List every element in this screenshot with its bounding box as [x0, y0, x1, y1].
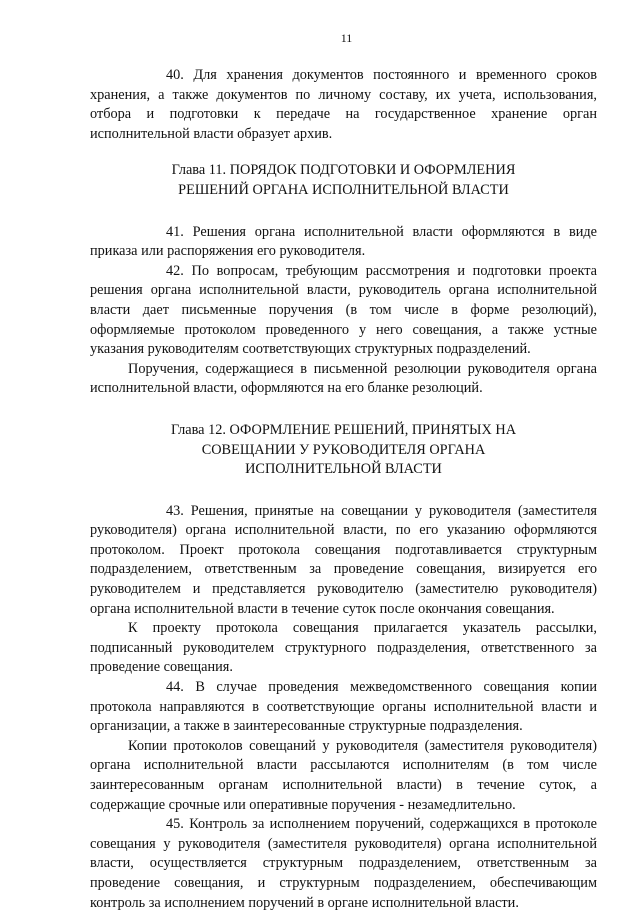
paragraph-text: К проекту протокола совещания прилагается указатель рассылки, подписанный руководителем структурного подразделения, ответственного за проведение совещания. [90, 620, 597, 676]
page-number: 11 [340, 31, 353, 45]
paragraph-43 [90, 502, 597, 620]
paragraph-43-continued [90, 619, 597, 678]
paragraph-40 [90, 66, 597, 144]
paragraph-41 [90, 223, 597, 262]
paragraph-number: 45. [166, 816, 184, 833]
paragraph-text: Решения органа исполнительной власти оформляются в виде приказа или распоряжения его руководителя. [90, 223, 597, 260]
paragraph-text: В случае проведения межведомственного совещания копии протокола направляются в соответствующие органы исполнительной власти и организации, а также в заинтересованные структурные подразделения. [90, 679, 597, 735]
paragraph-45 [90, 815, 597, 913]
document-page [90, 30, 597, 913]
paragraph-42-continued [90, 360, 597, 399]
paragraph-number: 41. [166, 223, 184, 240]
chapter-11-heading [90, 161, 597, 200]
chapter-heading-line: СОВЕЩАНИИ У РУКОВОДИТЕЛЯ ОРГАНА [201, 441, 486, 458]
paragraph-44-continued [90, 737, 597, 815]
paragraph-text: По вопросам, требующим рассмотрения и подготовки проекта решения органа исполнительной власти, руководитель органа исполнительной власти дает письменные поручения (в том числе в форме резолюций), оформляемые протоколом проведенного у него совещания, а также устные указания руководителям соответствующих структурных подразделений. [90, 262, 597, 358]
chapter-12-heading [90, 421, 597, 480]
paragraph-text: Решения, принятые на совещании у руководителя (заместителя руководителя) органа исполнительной власти, по его указанию оформляются протоколом. Проект протокола совещания подготавливается структурным подразделением, ответственным за проведение совещания, визируется его руководителем и представляется руководителю (заместителю руководителя) органа исполнительной власти в течение суток после окончания совещания. [90, 502, 597, 617]
paragraph-number: 43. [166, 502, 184, 519]
paragraph-number: 44. [166, 679, 184, 696]
paragraph-number: 40. [166, 67, 184, 83]
chapter-heading-line: Глава 12. ОФОРМЛЕНИЕ РЕШЕНИЙ, ПРИНЯТЫХ НА [170, 421, 517, 438]
paragraph-text: Копии протоколов совещаний у руководителя (заместителя руководителя) органа исполнительной власти рассылаются исполнителям (в том числе заинтересованным органам исполнительной власти) в течение суток, а содержащие срочные или оперативные поручения - незамедлительно. [90, 737, 597, 813]
chapter-heading-line: ИСПОЛНИТЕЛЬНОЙ ВЛАСТИ [245, 461, 442, 478]
paragraph-text: Для хранения документов постоянного и временного сроков хранения, а также документов по личному составу, их учета, использования, отбора и подготовки к передаче на государственное хранение орган исполнительной власти образует архив. [90, 67, 597, 142]
chapter-heading-line: Глава 11. ПОРЯДОК ПОДГОТОВКИ И ОФОРМЛЕНИЯ [171, 162, 516, 179]
paragraph-text: Поручения, содержащиеся в письменной резолюции руководителя органа исполнительной власти, оформляются на его бланке резолюций. [90, 360, 597, 397]
chapter-heading-line: РЕШЕНИЙ ОРГАНА ИСПОЛНИТЕЛЬНОЙ ВЛАСТИ [178, 181, 509, 198]
paragraph-44 [90, 678, 597, 737]
paragraph-number: 42. [166, 262, 184, 279]
paragraph-text: Контроль за исполнением поручений, содержащихся в протоколе совещания у руководителя (заместителя руководителя) органа исполнительной власти, осуществляется структурным подразделением, ответственным за проведение совещания, и структурным подразделением, обеспечивающим контроль за исполнением поручений в органе исполнительной власти. [90, 816, 598, 911]
paragraph-42 [90, 262, 597, 360]
